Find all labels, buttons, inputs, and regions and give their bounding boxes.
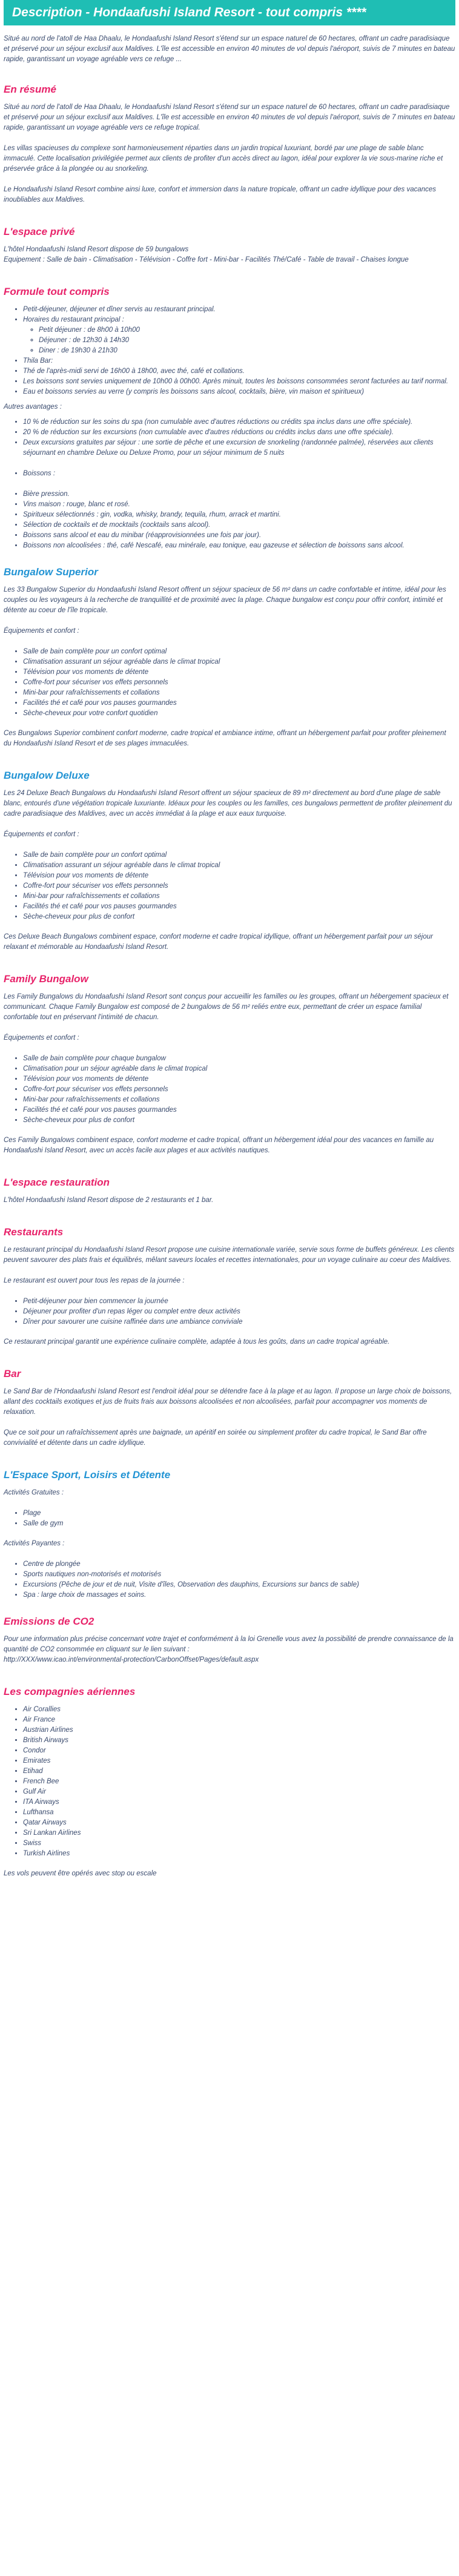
list-item: • Boissons sans alcool et eau du minibar (réapprovisionnées une fois par jour). — [23, 530, 455, 541]
restaurants-description: Le restaurant principal du Hondaafushi Island Resort propose une cuisine internationale variée, servie sous forme de buffets généreux. Les clients peuvent savourer des plats frais et équilibrés, mêlant saveurs locales et recettes internationales, pour un voyage culinaire au coeur des Maldives. — [4, 1246, 455, 1264]
restauration-summary: L'hôtel Hondaafushi Island Resort dispose de 2 restaurants et 1 bar. — [4, 1197, 214, 1204]
list-item: • Mini-bar pour rafraîchissements et collations — [23, 891, 455, 902]
list-item: • Télévision pour vos moments de détente — [23, 1074, 455, 1085]
restaurants-hours-label: Le restaurant est ouvert pour tous les repas de la journée : — [4, 1277, 185, 1284]
intro-text: Situé au nord de l'atoll de Haa Dhaalu, le Hondaafushi Island Resort s'étend sur un espace naturel de 60 hectares, offrant un cadre paradisiaque et préservé pour un séjour exclusif aux Maldives. L'île est accessible en environ 40 minutes de vol depuis l'aéroport, suivis de 7 minutes en bateau rapide, garantissant un voyage agréable vers ce refuge ... — [4, 35, 455, 63]
list-item-label: Horaires du restaurant principal : — [23, 316, 124, 323]
list-item: • Excursions (Pêche de jour et de nuit, Visite d'îles, Observation des dauphins, Excursions sur bancs de sable) — [23, 1580, 455, 1590]
list-item: • British Airways — [23, 1735, 455, 1746]
family-equipment-list — [4, 1054, 455, 1126]
list-item: • Salle de bain complète pour chaque bungalow — [23, 1054, 455, 1064]
list-item: • Turkish Airlines — [23, 1849, 455, 1859]
list-item: • Mini-bar pour rafraîchissements et collations — [23, 1095, 455, 1105]
bar-description: Le Sand Bar de l'Hondaafushi Island Resort est l'endroit idéal pour se détendre face à la plage et au lagon. Il propose un large choix de boissons, allant des cocktails exotiques et jus de fruits frais aux boissons alcoolisées et non alcoolisées, parfait pour accompagner vos moments de relaxation. — [4, 1388, 452, 1416]
list-item: • Salle de gym — [23, 1519, 455, 1529]
list-item: • Condor — [23, 1746, 455, 1756]
family-equipment-label: Équipements et confort : — [4, 1034, 79, 1042]
superior-equipment-label: Équipements et confort : — [4, 627, 79, 635]
section-title-co2: Emissions de CO2 — [4, 1616, 94, 1627]
superior-description: Les 33 Bungalow Superior du Hondaafushi Island Resort offrent un séjour spacieux de 56 m² dans un cadre confortable et intime, idéal pour les couples ou les voyageurs à la recherche de tranquillité et de proximité avec la plage. Chaque bungalow est conçu pour offrir confort, intimité et détente au coeur de l'île tropicale. — [4, 586, 446, 614]
list-item: ◦ Diner : de 19h30 à 21h30 — [39, 346, 455, 356]
bar-summary: Que ce soit pour un rafraîchissement après une baignade, un apéritif en soirée ou simplement profiter du cadre tropical, le Sand Bar offre convivialité et détente dans un cadre idyllique. — [4, 1429, 427, 1447]
section-title-espace-restauration: L'espace restauration — [4, 1177, 110, 1188]
section-title-superior: Bungalow Superior — [4, 566, 98, 578]
airlines-list — [4, 1705, 455, 1859]
list-item: • Thé de l'après-midi servi de 16h00 à 18h00, avec thé, café et collations. — [23, 366, 455, 377]
list-item: • Petit-déjeuner pour bien commencer la journée — [23, 1296, 455, 1307]
list-item: • Etihad — [23, 1766, 455, 1777]
section-title-airlines: Les compagnies aériennes — [4, 1686, 136, 1697]
list-item: • Centre de plongée — [23, 1559, 455, 1570]
list-item: • Télévision pour vos moments de détente — [23, 667, 455, 678]
list-item: • Sélection de cocktails et de mocktails (cocktails sans alcool). — [23, 520, 455, 530]
list-item: • French Bee — [23, 1777, 455, 1787]
co2-description: Pour une information plus précise concernant votre trajet et conformément à la loi Grenelle vous avez la possibilité de prendre connaissance de la quantité de CO2 consommée en cliquant sur le lien suivant : — [4, 1636, 454, 1653]
list-item: • Climatisation pour un séjour agréable dans le climat tropical — [23, 1064, 455, 1074]
list-item: • Lufthansa — [23, 1808, 455, 1818]
list-item: • Facilités thé et café pour vos pauses gourmandes — [23, 1105, 455, 1115]
deluxe-summary: Ces Deluxe Beach Bungalows combinent espace, confort moderne et cadre tropical idyllique, offrant un hébergement parfait pour un séjour relaxant et mémorable au Hondaafushi Island Resort. — [4, 933, 433, 951]
restaurants-meals-list — [4, 1296, 455, 1327]
list-item: • Coffre-fort pour sécuriser vos effets personnels — [23, 881, 455, 891]
list-item: • Air Corallies — [23, 1705, 455, 1715]
avantages-list — [4, 417, 455, 551]
list-item: • Swiss — [23, 1838, 455, 1849]
section-title-family: Family Bungalow — [4, 973, 88, 985]
free-activities-list — [4, 1508, 455, 1529]
list-item: • Vins maison : rouge, blanc et rosé. — [23, 500, 455, 510]
list-item: • 20 % de réduction sur les excursions (non cumulable avec d'autres réductions ou crédits inclus dans une offre spéciale). — [23, 428, 455, 438]
resume-paragraph: Les villas spacieuses du complexe sont harmonieusement réparties dans un jardin tropical luxuriant, bordé par une plage de sable blanc immaculé. Cette localisation privilégiée permet aux clients de profiter d'un accès direct au lagon, idéal pour explorer la vie sous-marine riche et préservée grâce à la plongée ou au snorkeling. — [4, 145, 443, 173]
list-item: • Facilités thé et café pour vos pauses gourmandes — [23, 698, 455, 708]
list-item: • Plage — [23, 1508, 455, 1519]
list-item: • Deux excursions gratuites par séjour : une sortie de pêche et une excursion de snorkeling (randonnée palmée), réservées aux clients séjournant en chambre Deluxe ou Deluxe Promo, pour un séjour minimum de 5 nuits — [23, 438, 455, 458]
section-title-sport: L'Espace Sport, Loisirs et Détente — [4, 1469, 171, 1481]
list-item: • Mini-bar pour rafraîchissements et collations — [23, 688, 455, 698]
section-title-formule: Formule tout compris — [4, 286, 110, 297]
deluxe-description: Les 24 Deluxe Beach Bungalows du Hondaafushi Island Resort offrent un séjour spacieux de 89 m² directement au bord d'une plage de sable blanc, entourés d'une végétation tropicale luxuriante. Idéaux pour les couples ou les familles, ces bungalows permettent de profiter pleinement du cadre paradisiaque des Maldives, avec un accès immédiat à la plage et aux eaux turquoise. — [4, 790, 452, 817]
list-item: • Boissons : — [23, 469, 455, 479]
list-item: • Eau et boissons servies au verre (y compris les boissons sans alcool, cocktails, bière, vin maison et spiritueux) — [23, 387, 455, 397]
family-summary: Ces Family Bungalows combinent espace, confort moderne et cadre tropical, offrant un hébergement idéal pour des vacances en famille au Hondaafushi Island Resort, avec un accès facile aux plages et aux activités nautiques. — [4, 1137, 434, 1154]
co2-link[interactable]: http://XXX/www.icao.int/environmental-protection/CarbonOffset/Pages/default.aspx — [4, 1656, 259, 1663]
section-title-restaurants: Restaurants — [4, 1226, 64, 1238]
list-item: • Qatar Airways — [23, 1818, 455, 1828]
section-title-prive: L'espace privé — [4, 226, 75, 237]
list-item: • Salle de bain complète pour un confort optimal — [23, 647, 455, 657]
prive-equipment: Equipement : Salle de bain - Climatisation - Télévision - Coffre fort - Mini-bar - Facilités Thé/Café - Table de travail - Chaises longue — [4, 256, 409, 263]
superior-summary: Ces Bungalows Superior combinent confort moderne, cadre tropical et ambiance intime, offrant un hébergement parfait pour profiter pleinement du Hondaafushi Island Resort et de ses plages immaculées. — [4, 730, 446, 747]
list-item: • Télévision pour vos moments de détente — [23, 871, 455, 881]
list-item: • Sèche-cheveux pour votre confort quotidien — [23, 708, 455, 719]
list-item: • Gulf Air — [23, 1787, 455, 1797]
list-item: • Bière pression. — [23, 489, 455, 500]
resume-paragraph: Le Hondaafushi Island Resort combine ainsi luxe, confort et immersion dans la nature tropicale, offrant un cadre idyllique pour des vacances inoubliables aux Maldives. — [4, 186, 437, 203]
list-item: • Austrian Airlines — [23, 1725, 455, 1735]
list-item: • Sèche-cheveux pour plus de confort — [23, 912, 455, 922]
list-item: • Salle de bain complète pour un confort optimal — [23, 850, 455, 860]
list-item: • Boissons non alcoolisées : thé, café Nescafé, eau minérale, eau tonique, eau gazeuse et sélection de boissons sans alcool. — [23, 541, 455, 551]
list-item: • Facilités thé et café pour vos pauses gourmandes — [23, 902, 455, 912]
section-title-resume: En résumé — [4, 84, 56, 95]
page-title: Description - Hondaafushi Island Resort - tout compris **** — [4, 0, 455, 25]
formule-list — [4, 305, 455, 397]
deluxe-equipment-list — [4, 850, 455, 922]
list-item: • Thila Bar: — [23, 356, 455, 366]
paid-activities-label: Activités Payantes : — [4, 1540, 65, 1547]
list-item: • Sèche-cheveux pour plus de confort — [23, 1115, 455, 1126]
list-item: • Sri Lankan Airlines — [23, 1828, 455, 1838]
list-item: • ITA Airways — [23, 1797, 455, 1808]
formule-avantages-label: Autres avantages : — [4, 403, 62, 411]
free-activities-label: Activités Gratuites : — [4, 1489, 64, 1496]
section-title-deluxe: Bungalow Deluxe — [4, 770, 90, 781]
list-item: • Coffre-fort pour sécuriser vos effets personnels — [23, 1085, 455, 1095]
list-item: • Les boissons sont servies uniquement de 10h00 à 00h00. Après minuit, toutes les boissons consommées seront facturées au tarif normal. — [23, 377, 455, 387]
list-item: ◦ Petit déjeuner : de 8h00 à 10h00 — [39, 325, 455, 335]
list-item: • Spa : large choix de massages et soins. — [23, 1590, 455, 1600]
list-item: • Climatisation assurant un séjour agréable dans le climat tropical — [23, 860, 455, 871]
list-item: ◦ Déjeuner : de 12h30 à 14h30 — [39, 335, 455, 346]
list-item: • Dîner pour savourer une cuisine raffinée dans une ambiance conviviale — [23, 1317, 455, 1327]
list-item: • Petit-déjeuner, déjeuner et dîner servis au restaurant principal. — [23, 305, 455, 315]
horaires-list — [23, 325, 455, 356]
family-description: Les Family Bungalows du Hondaafushi Island Resort sont conçus pour accueillir les familles ou les groupes, offrant un hébergement spacieux et communicant. Chaque Family Bungalow est composé de 2 bungalows de 56 m² reliés entre eux, permettant de créer un espace familial confortable tout en préservant l'intimité de chacun. — [4, 993, 449, 1021]
deluxe-equipment-label: Équipements et confort : — [4, 831, 79, 838]
paid-activities-list — [4, 1559, 455, 1600]
list-item: • Sports nautiques non-motorisés et motorisés — [23, 1570, 455, 1580]
list-item: • 10 % de réduction sur les soins du spa (non cumulable avec d'autres réductions ou crédits spa inclus dans une offre spéciale). — [23, 417, 455, 428]
list-item: • Spiritueux sélectionnés : gin, vodka, whisky, brandy, tequila, rhum, arrack et martini. — [23, 510, 455, 520]
section-title-bar: Bar — [4, 1368, 21, 1379]
prive-bungalow-count: L'hôtel Hondaafushi Island Resort dispose de 59 bungalows — [4, 246, 189, 253]
list-item — [23, 315, 455, 356]
resume-paragraph: Situé au nord de l'atoll de Haa Dhaalu, le Hondaafushi Island Resort s'étend sur un espace naturel de 60 hectares, offrant un cadre paradisiaque et préservé pour un séjour exclusif aux Maldives. L'île est accessible en environ 40 minutes de vol depuis l'aéroport, suivis de 7 minutes en bateau rapide, garantissant un voyage agréable vers ce refuge tropical. — [4, 104, 455, 131]
list-item: • Air France — [23, 1715, 455, 1725]
airlines-footer: Les vols peuvent être opérés avec stop ou escale — [4, 1870, 157, 1877]
list-item: • Emirates — [23, 1756, 455, 1766]
list-item: • Déjeuner pour profiter d'un repas léger ou complet entre deux activités — [23, 1307, 455, 1317]
list-item: • Coffre-fort pour sécuriser vos effets personnels — [23, 678, 455, 688]
superior-equipment-list — [4, 647, 455, 719]
list-item: • Climatisation assurant un séjour agréable dans le climat tropical — [23, 657, 455, 667]
co2-text — [4, 1634, 455, 1665]
restaurants-summary: Ce restaurant principal garantit une expérience culinaire complète, adaptée à tous les goûts, dans un cadre tropical agréable. — [4, 1338, 390, 1346]
